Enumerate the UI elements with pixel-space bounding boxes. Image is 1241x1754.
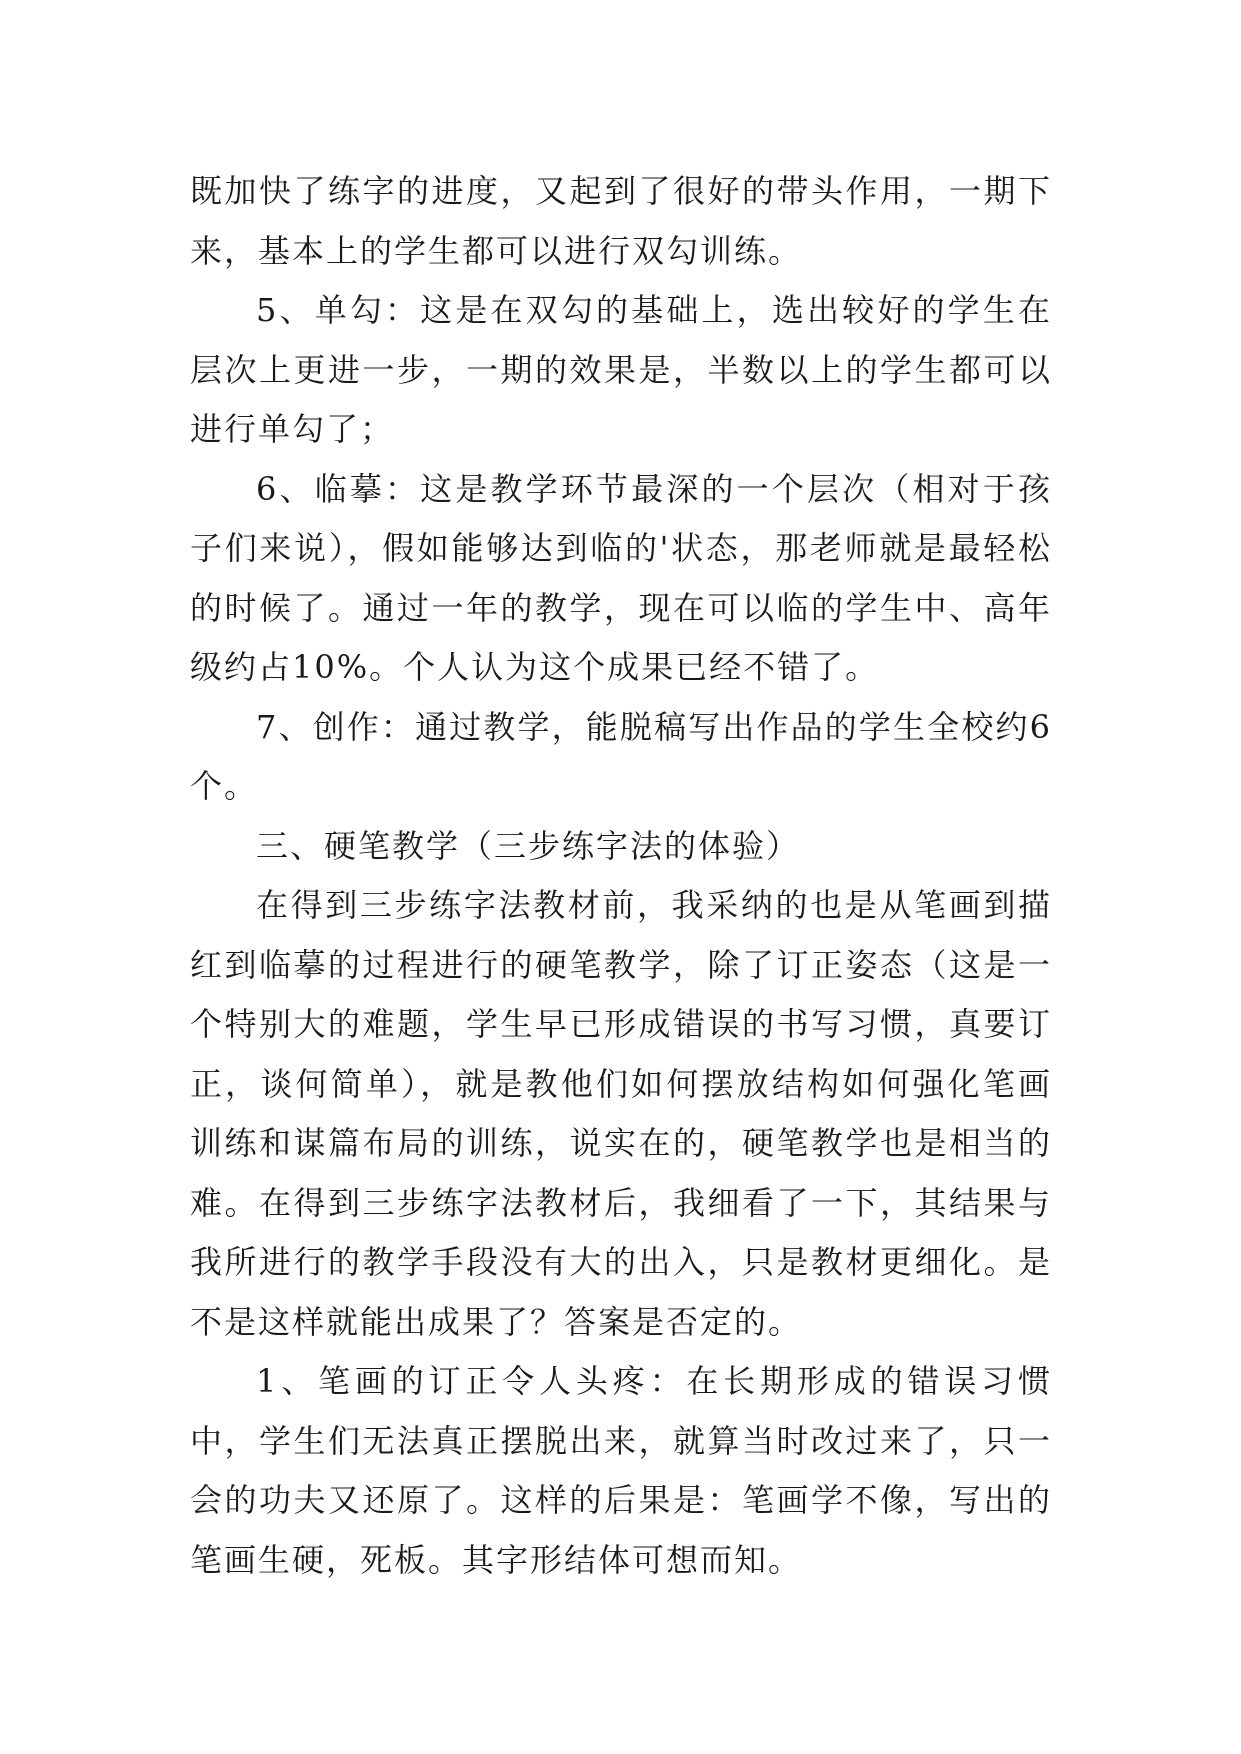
paragraph-continuation: 既加快了练字的进度，又起到了很好的带头作用，一期下来，基本上的学生都可以进行双勾训练。 [190,172,1052,270]
paragraph-single-outline: 5、单勾：这是在双勾的基础上，选出较好的学生在层次上更进一步，一期的效果是，半数以上的学生都可以进行单勾了； [190,291,1052,448]
section-heading-hard-pen: 三、硬笔教学（三步练字法的体验） [256,826,801,865]
paragraph-copying: 6、临摹：这是教学环节最深的一个层次（相对于孩子们来说），假如能够达到临的'状态，那老师就是最轻松的时候了。通过一年的教学，现在可以临的学生中、高年级约占10%。个人认为这个成果已经不错了。 [190,469,1052,686]
document-body [190,162,1052,1590]
paragraph-stroke-correction: 1、笔画的订正令人头疼：在长期形成的错误习惯中，学生们无法真正摆脱出来，就算当时改过来了，只一会的功夫又还原了。这样的后果是：笔画学不像，写出的笔画生硬，死板。其字形结体可想而知。 [190,1362,1052,1579]
paragraph-creation: 7、创作：通过教学，能脱稿写出作品的学生全校约6个。 [190,707,1052,805]
paragraph-hard-pen-teaching: 在得到三步练字法教材前，我采纳的也是从笔画到描红到临摹的过程进行的硬笔教学，除了订正姿态（这是一个特别大的难题，学生早已形成错误的书写习惯，真要订正，谈何简单），就是教他们如何摆放结构如何强化笔画训练和谋篇布局的训练，说实在的，硬笔教学也是相当的难。在得到三步练字法教材后，我细看了一下，其结果与我所进行的教学手段没有大的出入，只是教材更细化。是不是这样就能出成果了？答案是否定的。 [190,886,1052,1341]
